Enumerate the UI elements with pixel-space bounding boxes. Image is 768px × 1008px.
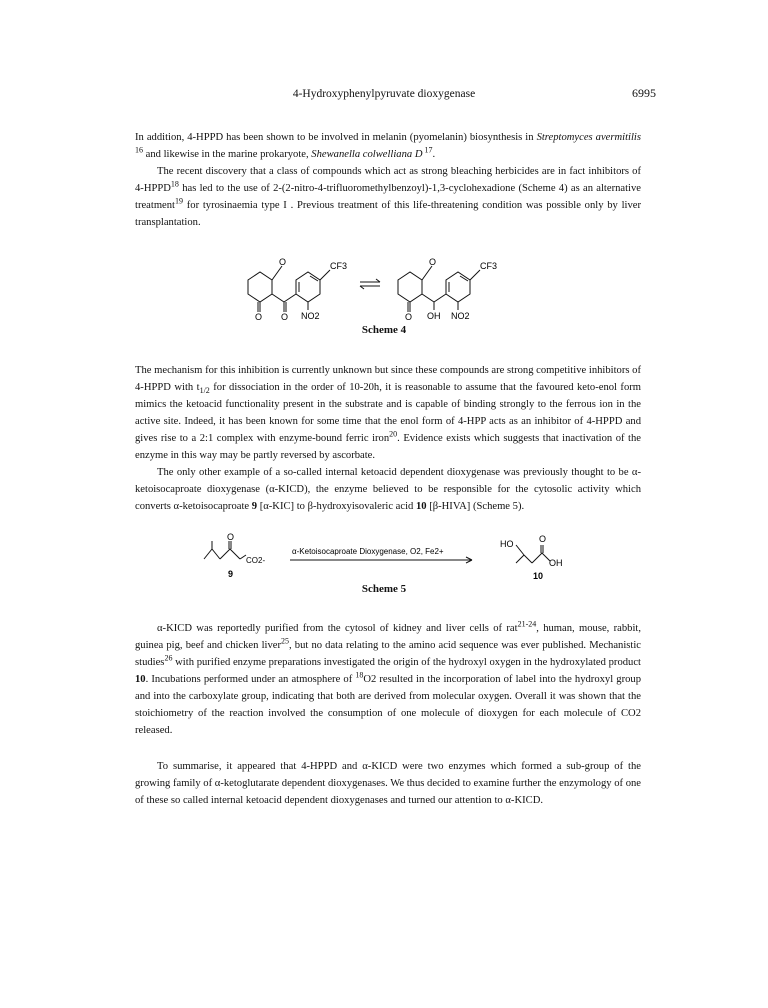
p2-text-a: The recent discovery that a class of compounds which act as strong bleaching herbicides are in fact inhibitors of 4-HPPD <box>135 166 641 194</box>
p1-ref-17: 17 <box>422 145 433 155</box>
s4-o-bottom-right: O <box>405 312 413 322</box>
p6-text: To summarise, it appeared that 4-HPPD and α-KICD were two enzymes which formed a sub-group of the growing family of α-ketoglutarate dependent dioxygenases. We thus decided to examine further the enzymology of one of these so called internal ketoacid dependent dioxygenases and turned our attention to α-KICD. <box>135 761 641 806</box>
s4-o-top-left: O <box>279 257 287 267</box>
s5-o-left: O <box>227 533 235 542</box>
paragraph-5 <box>135 620 641 739</box>
p3-text-c: . Evidence exists which suggests that inactivation of the enzyme in this way may be partly reversed by ascorbate. <box>135 433 641 461</box>
page-number: 6995 <box>632 86 656 100</box>
paragraph-1 <box>135 129 641 163</box>
s4-cf3-right: CF3 <box>480 261 498 271</box>
paragraph-4 <box>135 464 641 515</box>
s4-cf3-left: CF3 <box>330 261 348 271</box>
s5-ho: HO <box>500 539 514 549</box>
p2-ref-18: 18 <box>170 179 179 189</box>
s5-compound-9: 9 <box>228 569 234 579</box>
paragraph-3 <box>135 362 641 464</box>
p1-end: . <box>432 149 436 160</box>
paragraph-2 <box>135 163 641 231</box>
p2-ref-19: 19 <box>175 196 184 206</box>
p5-ref-21-24: 21-24 <box>517 619 537 629</box>
p5-text-f: O2 resulted in the incorporation of label into the hydroxyl group and into the carboxylate group, indicating that both are derived from molecular oxygen. Overall it was shown that the stoichiometry of the reaction involved the consumption of one molecule of dioxygen for each molecule of CO2 released. <box>135 674 641 736</box>
p5-compound-10: 10 <box>135 674 146 685</box>
p5-text-c: , but no data relating to the amino acid sequence was ever published. Mechanistic studies <box>135 640 641 668</box>
paragraph-6 <box>135 758 641 809</box>
p4-compound-9: 9 <box>251 501 258 512</box>
p4-text-a: The only other example of a so-called internal ketoacid dependent dioxygenase was previously thought to be α-ketoisocaproate dioxygenase (α-KICD), the enzyme believed to be responsible for the cytosolic activity which converts α-ketoisocaproate <box>135 467 641 512</box>
p5-text-d: with purified enzyme preparations investigated the origin of the hydroxyl oxygen in the hydroxylated product <box>172 657 641 668</box>
s5-compound-10: 10 <box>533 571 544 581</box>
running-header: 4-Hydroxyphenylpyruvate dioxygenase <box>292 88 476 100</box>
p1-text-a: In addition, 4-HPPD has been shown to be involved in melanin (pyomelanin) biosynthesis in <box>135 132 537 143</box>
p5-ref-25: 25 <box>280 636 289 646</box>
p3-text-b: for dissociation in the order of 10-20h, it is reasonable to assume that the favoured keto-enol form mimics the ketoacid functionality present in the substrate and is capable of binding strongly to the ferrous ion in the active site. Indeed, it has been known for some time that the enol form of 4-HPP acts as an inhibitor of 4-HPPD and gives rise to a 2:1 complex with enzyme-bound ferric iron <box>135 382 642 444</box>
p1-species-b: Shewanella colwelliana D <box>311 149 423 160</box>
scheme-5-caption: Scheme 5 <box>361 583 407 595</box>
p5-text-e: . Incubations performed under an atmosphere of <box>145 674 356 685</box>
p5-ref-26: 26 <box>164 653 173 663</box>
scheme-5-structure <box>200 533 580 583</box>
p4-compound-10: 10 <box>415 501 427 512</box>
p2-text-c: for tyrosinaemia type I . Previous treatment of this life-threatening condition was possible only by liver transplantation. <box>135 200 641 228</box>
p4-text-c: [β-HIVA] (Scheme 5). <box>426 501 525 512</box>
s4-o-bottom-left-2: O <box>281 312 289 322</box>
p1-species-a: Streptomyces avermitilis <box>536 132 641 143</box>
scheme-4-caption: Scheme 4 <box>361 324 407 336</box>
p1-text-b: and likewise in the marine prokaryote, <box>143 149 312 160</box>
p5-text-a: α-KICD was reportedly purified from the cytosol of kidney and liver cells of rat <box>157 623 518 634</box>
p3-half: 1/2 <box>199 386 210 396</box>
p5-isotope-18: 18 <box>355 670 364 680</box>
s4-no2-left: NO2 <box>301 311 320 321</box>
s4-oh-right: OH <box>427 311 441 321</box>
p4-text-b: [α-KIC] to β-hydroxyisovaleric acid <box>257 501 416 512</box>
p3-text-a: The mechanism for this inhibition is currently unknown but since these compounds are strong competitive inhibitors of 4-HPPD with t <box>135 365 641 393</box>
s4-o-bottom-left-1: O <box>255 312 263 322</box>
p2-text-b: has led to the use of 2-(2-nitro-4-trifluoromethylbenzoyl)-1,3-cyclohexadione (Scheme 4) as an alternative treatment <box>135 183 641 211</box>
s4-o-top-right: O <box>429 257 437 267</box>
s5-arrow-label: α-Ketoisocaproate Dioxygenase, O2, Fe2+ <box>292 547 444 556</box>
s5-oh: OH <box>549 558 563 568</box>
s4-no2-right: NO2 <box>451 311 470 321</box>
s5-co2: CO2- <box>246 556 266 565</box>
p3-ref-20: 20 <box>389 429 398 439</box>
p1-ref-16: 16 <box>135 145 143 155</box>
scheme-4-structure <box>230 252 530 322</box>
s5-o-right: O <box>539 534 547 544</box>
p5-text-b: , human, mouse, rabbit, guinea pig, beef and chicken liver <box>135 623 641 651</box>
